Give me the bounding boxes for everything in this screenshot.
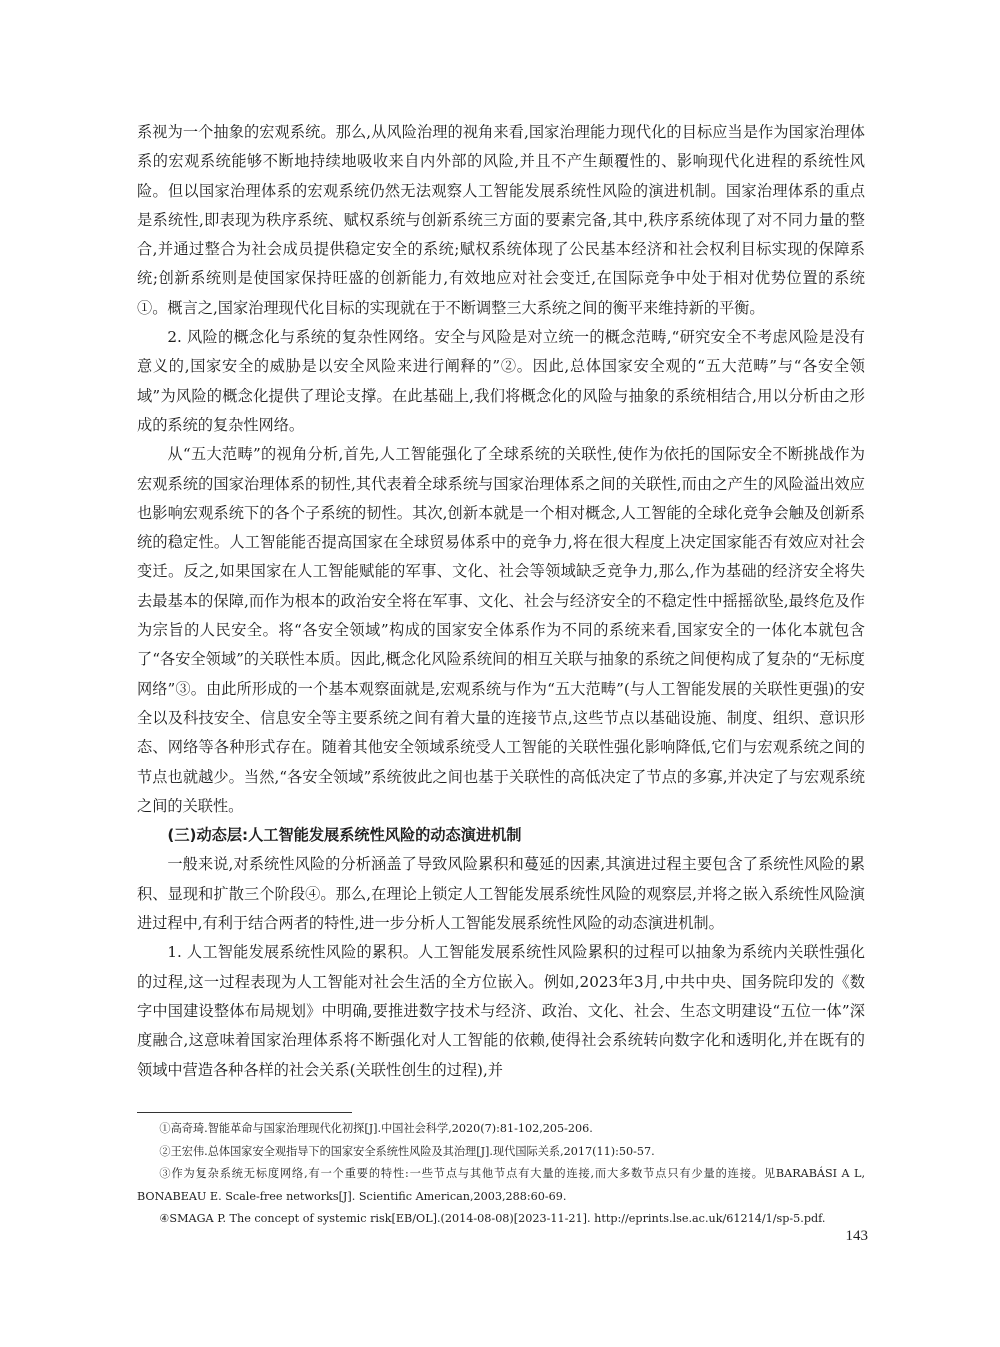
- footnote-4: ④SMAGA P. The concept of systemic risk[EB/OL].(2014-08-08)[2023-11-21]. http://eprints.lse.ac.uk/61214/1/sp-5.pdf.: [159, 1212, 826, 1225]
- paragraph-five-categories: 从“五大范畴”的视角分析,首先,人工智能强化了全球系统的关联性,使作为依托的国际安全不断挑战作为宏观系统的国家治理体系的韧性,其代表着全球系统与国家治理体系之间的关联性,而由之产生的风险溢出效应也影响宏观系统下的各个子系统的韧性。其次,创新本就是一个相对概念,人工智能的全球化竞争会触及创新系统的稳定性。人工智能能否提高国家在全球贸易体系中的竞争力,将在很大程度上决定国家能否有效应对社会变迁。反之,如果国家在人工智能赋能的军事、文化、社会等领域缺乏竞争力,那么,作为基础的经济安全将失去最基本的保障,而作为根本的政治安全将在军事、文化、社会与经济安全的不稳定性中摇摇欲坠,最终危及作为宗旨的人民安全。将“各安全领域”构成的国家安全体系作为不同的系统来看,国家安全的一体化本就包含了“各安全领域”的关联性本质。因此,概念化风险系统间的相互关联与抽象的系统之间便构成了复杂的“无标度网络”③。由此所形成的一个基本观察面就是,宏观系统与作为“五大范畴”(与人工智能发展的关联性更强)的安全以及科技安全、信息安全等主要系统之间有着大量的连接节点,这些节点以基础设施、制度、组织、意识形态、网络等各种形式存在。随着其他安全领域系统受人工智能的关联性强化影响降低,它们与宏观系统之间的节点也就越少。当然,“各安全领域”系统彼此之间也基于关联性的高低决定了节点的多寡,并决定了与宏观系统之间的关联性。: [137, 445, 865, 815]
- footnote-3: ③作为复杂系统无标度网络,有一个重要的特性:一些节点与其他节点有大量的连接,而大多数节点只有少量的连接。见BARABÁSI A L, BONABEAU E. Scale-free networks[J]. Scientific American,2003,288:60-69.: [137, 1167, 865, 1203]
- paragraph-systemic-risk-analysis: 一般来说,对系统性风险的分析涵盖了导致风险累积和蔓延的因素,其演进过程主要包含了系统性风险的累积、显现和扩散三个阶段④。那么,在理论上锁定人工智能发展系统性风险的观察层,并将之嵌入系统性风险演进过程中,有利于结合两者的特性,进一步分析人工智能发展系统性风险的动态演进机制。: [137, 855, 865, 933]
- paragraph-risk-conceptualization: 2. 风险的概念化与系统的复杂性网络。安全与风险是对立统一的概念范畴,“研究安全不考虑风险是没有意义的,国家安全的威胁是以安全风险来进行阐释的”②。因此,总体国家安全观的“五大范畴”与“各安全领域”为风险的概念化提供了理论支撑。在此基础上,我们将概念化的风险与抽象的系统相结合,用以分析由之形成的系统的复杂性网络。: [137, 328, 865, 434]
- paragraph-continuation: 系视为一个抽象的宏观系统。那么,从风险治理的视角来看,国家治理能力现代化的目标应当是作为国家治理体系的宏观系统能够不断地持续地吸收来自内外部的风险,并且不产生颠覆性的、影响现代化进程的系统性风险。但以国家治理体系的宏观系统仍然无法观察人工智能发展系统性风险的演进机制。国家治理体系的重点是系统性,即表现为秩序系统、赋权系统与创新系统三方面的要素完备,其中,秩序系统体现了对不同力量的整合,并通过整合为社会成员提供稳定安全的系统;赋权系统体现了公民基本经济和社会权利目标实现的保障系统;创新系统则是使国家保持旺盛的创新能力,有效地应对社会变迁,在国际竞争中处于相对优势位置的系统①。概言之,国家治理现代化目标的实现就在于不断调整三大系统之间的衡平来维持新的平衡。: [137, 123, 865, 317]
- footnote-2: ②王宏伟.总体国家安全观指导下的国家安全系统性风险及其治理[J].现代国际关系,2017(11):50-57.: [159, 1144, 655, 1158]
- page-number: 143: [845, 1228, 868, 1244]
- footnotes: [137, 1118, 865, 1231]
- footnote-1: ①高奇琦.智能革命与国家治理现代化初探[J].中国社会科学,2020(7):81-102,205-206.: [159, 1122, 593, 1135]
- footnote-divider: [137, 1112, 352, 1113]
- paragraph-risk-accumulation: 1. 人工智能发展系统性风险的累积。人工智能发展系统性风险累积的过程可以抽象为系统内关联性强化的过程,这一过程表现为人工智能对社会生活的全方位嵌入。例如,2023年3月,中共中央、国务院印发的《数字中国建设整体布局规划》中明确,要推进数字技术与经济、政治、文化、社会、生态文明建设“五位一体”深度融合,这意味着国家治理体系将不断强化对人工智能的依赖,使得社会系统转向数字化和透明化,并在既有的领域中营造各种各样的社会关系(关联性创生的过程),并: [137, 943, 865, 1079]
- section-heading-dynamic-layer: (三)动态层:人工智能发展系统性风险的动态演进机制: [167, 826, 522, 845]
- body-text: [137, 118, 865, 1085]
